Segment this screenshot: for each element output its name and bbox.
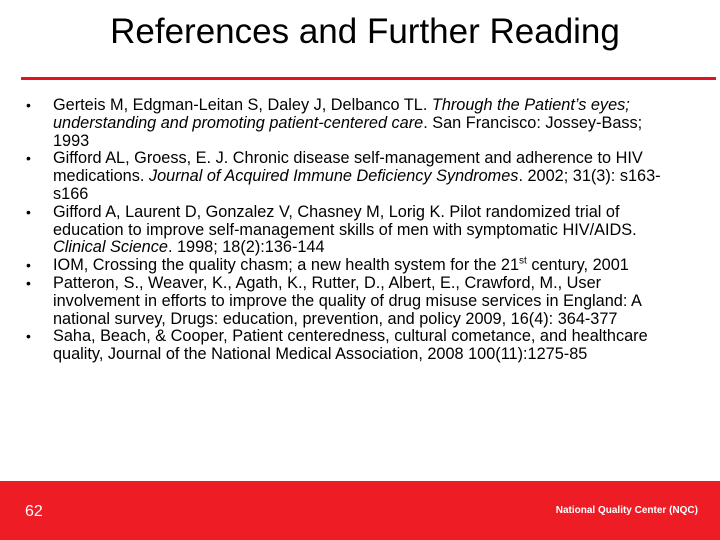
title-divider [21, 77, 716, 80]
reference-item [26, 204, 676, 257]
reference-item [26, 275, 676, 328]
reference-list [26, 97, 676, 364]
page-number: 62 [25, 503, 43, 520]
bullet-icon: • [26, 274, 31, 291]
reference-title: Journal of Acquired Immune Deficiency Syndromes [148, 167, 519, 186]
slide-title: References and Further Reading [110, 12, 620, 51]
reference-item [26, 257, 676, 275]
bullet-icon: • [26, 328, 31, 345]
footer-bar [0, 481, 720, 540]
reference-text: IOM, Crossing the quality chasm; a new health system for the 21 [53, 256, 520, 275]
reference-superscript: st [519, 255, 527, 267]
reference-text: Saha, Beach, & Cooper, Patient centeredness, cultural cometance, and healthcare quality, Journal of the National Medical Association, 2008 100(11):1275-85 [53, 327, 648, 364]
bullet-icon: • [26, 150, 31, 167]
reference-text: . San Francisco: Jossey-Bass; 1993 [53, 113, 643, 150]
bullet-icon: • [26, 203, 31, 220]
reference-item [26, 328, 676, 364]
reference-text: . 2002; 31(3): s163-s166 [53, 167, 661, 203]
reference-text: Patteron, S., Weaver, K., Agath, K., Rutter, D., Albert, E., Crawford, M., User involvement in efforts to improve the quality of drug misuse services in England: A national survey, Drugs: education, prevention, and policy 2009, 16(4): 364-377 [53, 273, 641, 328]
reference-item [26, 150, 676, 203]
reference-title: Clinical Science [53, 238, 168, 257]
organization-name: National Quality Center (NQC) [555, 505, 698, 516]
reference-text: . 1998; 18(2):136-144 [167, 238, 325, 257]
bullet-icon: • [26, 257, 31, 274]
reference-text: century, 2001 [526, 256, 629, 275]
reference-text: Gerteis M, Edgman-Leitan S, Daley J, Delbanco TL. [53, 96, 432, 114]
reference-item [26, 97, 676, 150]
reference-title: Through the Patient’s eyes; understanding and promoting patient-centered care [53, 96, 630, 132]
bullet-icon: • [26, 97, 31, 113]
reference-text: Gifford AL, Groess, E. J. Chronic disease self-management and adherence to HIV medications. [53, 149, 643, 186]
reference-text: Gifford A, Laurent D, Gonzalez V, Chasney M, Lorig K. Pilot randomized trial of education to improve self-management skills of men with symptomatic HIV/AIDS. [53, 202, 637, 239]
